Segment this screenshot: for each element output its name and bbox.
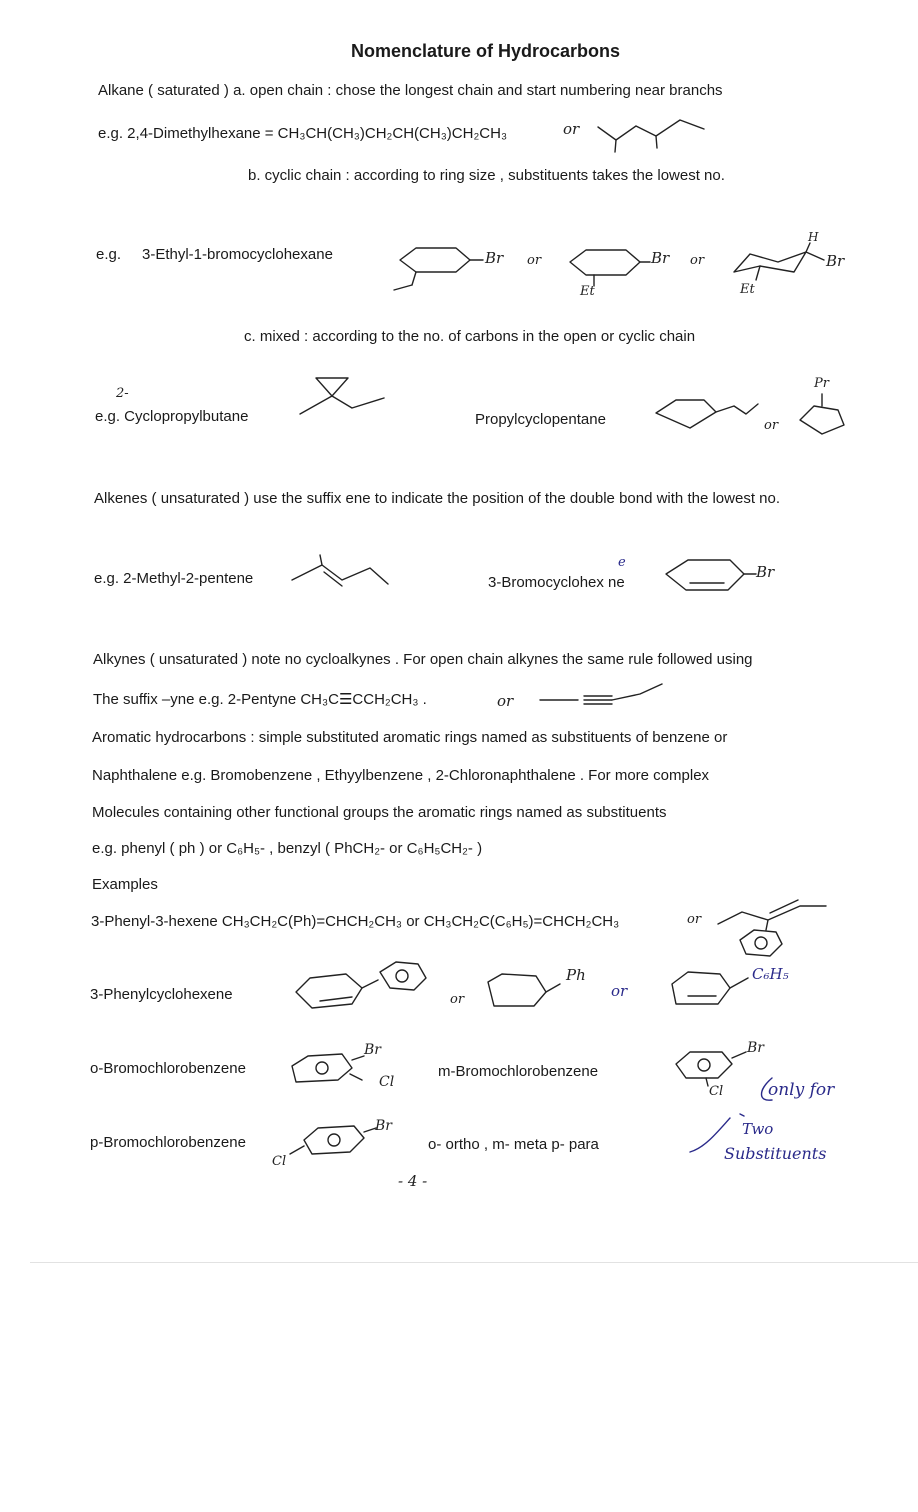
benzene-circle-2 bbox=[396, 970, 408, 982]
alkyne-line-1: Alkynes ( unsaturated ) note no cycloalkynes . For open chain alkynes the same rule followed using bbox=[93, 651, 753, 668]
benzene-circle-1 bbox=[755, 937, 767, 949]
benzene-ring-m bbox=[676, 1052, 732, 1078]
pentene-methyl bbox=[320, 555, 322, 565]
br-label-1: Br bbox=[485, 249, 504, 267]
position-annotation: 2- bbox=[116, 386, 129, 401]
alkane-example-2-name: 3-Ethyl-1-bromocyclohexane bbox=[142, 246, 333, 263]
br-label-m: Br bbox=[747, 1040, 764, 1056]
alkane-cyclic-rule: b. cyclic chain : according to ring size , substituents takes the lowest no. bbox=[248, 167, 725, 184]
h-label: H bbox=[808, 230, 819, 244]
aromatic-line-4: e.g. phenyl ( ph ) or C₆H₅- , benzyl ( PhCH₂- or C₆H₅CH₂- ) bbox=[92, 840, 483, 857]
cyclopropane-ring bbox=[316, 378, 348, 396]
note-only-for: only for bbox=[768, 1080, 835, 1100]
note-substituents: Substituents bbox=[724, 1144, 827, 1163]
br-label-4: Br bbox=[756, 563, 775, 581]
note-two: Two bbox=[742, 1120, 774, 1138]
page-number: - 4 - bbox=[398, 1172, 428, 1190]
dimethylhexane-skeleton bbox=[598, 120, 704, 140]
br-label-o: Br bbox=[364, 1042, 381, 1058]
cyclopropylbutane-label: e.g. Cyclopropylbutane bbox=[95, 408, 249, 425]
m-bromochlorobenzene-label: m-Bromochlorobenzene bbox=[438, 1063, 599, 1080]
propylcyclopentane-label: Propylcyclopentane bbox=[475, 411, 606, 428]
alkane-heading: Alkane ( saturated ) a. open chain : chose the longest chain and start numbering near branchs bbox=[98, 82, 723, 99]
p-bromochlorobenzene-label: p-Bromochlorobenzene bbox=[90, 1134, 246, 1151]
propyl-chain bbox=[716, 404, 758, 414]
aromatic-line-2: Naphthalene e.g. Bromobenzene , Ethyylbenzene , 2-Chloronaphthalene . For more complex bbox=[92, 767, 710, 784]
et-label-1: Et bbox=[580, 284, 595, 299]
pentene-skeleton bbox=[292, 565, 388, 584]
cyclohexene-ring-2 bbox=[296, 974, 362, 1008]
cl-label-o: Cl bbox=[379, 1074, 395, 1090]
cyclohexene-ring-4 bbox=[672, 972, 730, 1004]
butane-chain-2 bbox=[332, 396, 384, 408]
cyclohexane-ring-1 bbox=[400, 248, 470, 272]
alkyne-line-2: The suffix –yne e.g. 2-Pentyne CH₃C☰CCH₂CH₃ . bbox=[93, 691, 427, 708]
examples-heading: Examples bbox=[92, 876, 158, 893]
benzene-ring-2 bbox=[380, 962, 426, 990]
alkene-heading: Alkenes ( unsaturated ) use the suffix ene to indicate the position of the double bond with the lowest no. bbox=[94, 490, 781, 507]
benzene-ring-o bbox=[292, 1054, 352, 1082]
alkene-example-2: 3-Bromocyclohex ne bbox=[488, 574, 625, 591]
ph-bond bbox=[546, 984, 560, 992]
or-label-6: or bbox=[611, 982, 628, 1000]
note-bracket-2 bbox=[740, 1114, 744, 1116]
phenylcyclohexene-label: 3-Phenylcyclohexene bbox=[90, 986, 233, 1003]
benzene-circle-m bbox=[698, 1059, 710, 1071]
p-br-bond bbox=[364, 1128, 376, 1132]
correction-e: e bbox=[618, 555, 626, 570]
pr-label: Pr bbox=[814, 376, 829, 391]
alkane-example-1: e.g. 2,4-Dimethylhexane = CH₃CH(CH₃)CH₂CH(CH₃)CH₂CH₃ bbox=[98, 125, 508, 142]
o-br-bond bbox=[352, 1056, 364, 1060]
br-bond-3 bbox=[806, 252, 824, 260]
hexene-skeleton bbox=[718, 906, 826, 924]
et-bond bbox=[756, 266, 760, 280]
or-label-4: or bbox=[764, 418, 779, 433]
cyclohexene-double-bond-2 bbox=[320, 997, 352, 1001]
h-bond bbox=[806, 243, 810, 252]
aromatic-line-3: Molecules containing other functional groups the aromatic rings named as substituents bbox=[92, 804, 667, 821]
et-label-2: Et bbox=[740, 282, 755, 297]
m-cl-bond bbox=[706, 1078, 708, 1086]
methyl-branch-1 bbox=[615, 140, 616, 152]
hexene-phenyl-bond bbox=[766, 920, 768, 930]
ethyl-bond-1b bbox=[394, 285, 412, 290]
cl-label-m: Cl bbox=[709, 1084, 724, 1099]
cl-label-p: Cl bbox=[272, 1154, 287, 1169]
phenylhexene-example: 3-Phenyl-3-hexene CH₃CH₂C(Ph)=CHCH₂CH₃ or CH₃CH₂C(C₆H₅)=CHCH₂CH₃ bbox=[91, 913, 620, 930]
ethyl-bond-1 bbox=[412, 272, 416, 285]
br-label-p: Br bbox=[375, 1118, 392, 1134]
note-bracket bbox=[690, 1078, 772, 1152]
page-edge-line bbox=[30, 1262, 918, 1263]
m-br-bond bbox=[732, 1052, 746, 1058]
cyclopentane-ring-2 bbox=[800, 406, 844, 434]
cyclohexene-ring bbox=[666, 560, 744, 590]
ortho-meta-para-legend: o- ortho , m- meta p- para bbox=[428, 1136, 599, 1153]
methyl-branch-2 bbox=[656, 136, 657, 148]
chair-cyclohexane bbox=[734, 252, 806, 272]
phenyl-bond-1 bbox=[362, 980, 378, 988]
alkene-example-1: e.g. 2-Methyl-2-pentene bbox=[94, 570, 254, 587]
butane-chain bbox=[300, 396, 332, 414]
or-label-3: or bbox=[690, 253, 705, 268]
alkane-mixed-rule: c. mixed : according to the no. of carbons in the open or cyclic chain bbox=[244, 328, 696, 345]
br-label-3: Br bbox=[826, 252, 845, 270]
or-label-1: or bbox=[563, 120, 580, 138]
aromatic-line-1: Aromatic hydrocarbons : simple substituted aromatic rings named as substituents of benzene or bbox=[92, 729, 728, 746]
benzene-circle-p bbox=[328, 1134, 340, 1146]
benzene-circle-o bbox=[316, 1062, 328, 1074]
c6h5-bond bbox=[730, 978, 748, 988]
or-label-alkyne: or bbox=[497, 692, 514, 710]
o-cl-bond bbox=[350, 1074, 362, 1080]
benzene-ring-1 bbox=[740, 930, 782, 956]
alkane-example-2-prefix: e.g. bbox=[96, 246, 122, 263]
or-label-2: or bbox=[527, 253, 542, 268]
pentyne-tail bbox=[612, 684, 662, 700]
c6h5-label: C₆H₅ bbox=[752, 965, 789, 983]
page-title: Nomenclature of Hydrocarbons bbox=[351, 41, 621, 61]
hexene-double-bond bbox=[770, 900, 798, 913]
benzene-ring-p bbox=[304, 1126, 364, 1154]
o-bromochlorobenzene-label: o-Bromochlorobenzene bbox=[90, 1060, 246, 1077]
cyclohexane-ring-2 bbox=[570, 250, 640, 275]
or-label-5: or bbox=[450, 992, 465, 1007]
cyclohexene-ring-3 bbox=[488, 974, 546, 1006]
br-label-2: Br bbox=[651, 249, 670, 267]
or-label-phenylhexene: or bbox=[687, 912, 702, 927]
cyclopentane-ring-1 bbox=[656, 400, 716, 428]
p-cl-bond bbox=[290, 1146, 304, 1154]
ph-label: Ph bbox=[566, 966, 586, 984]
